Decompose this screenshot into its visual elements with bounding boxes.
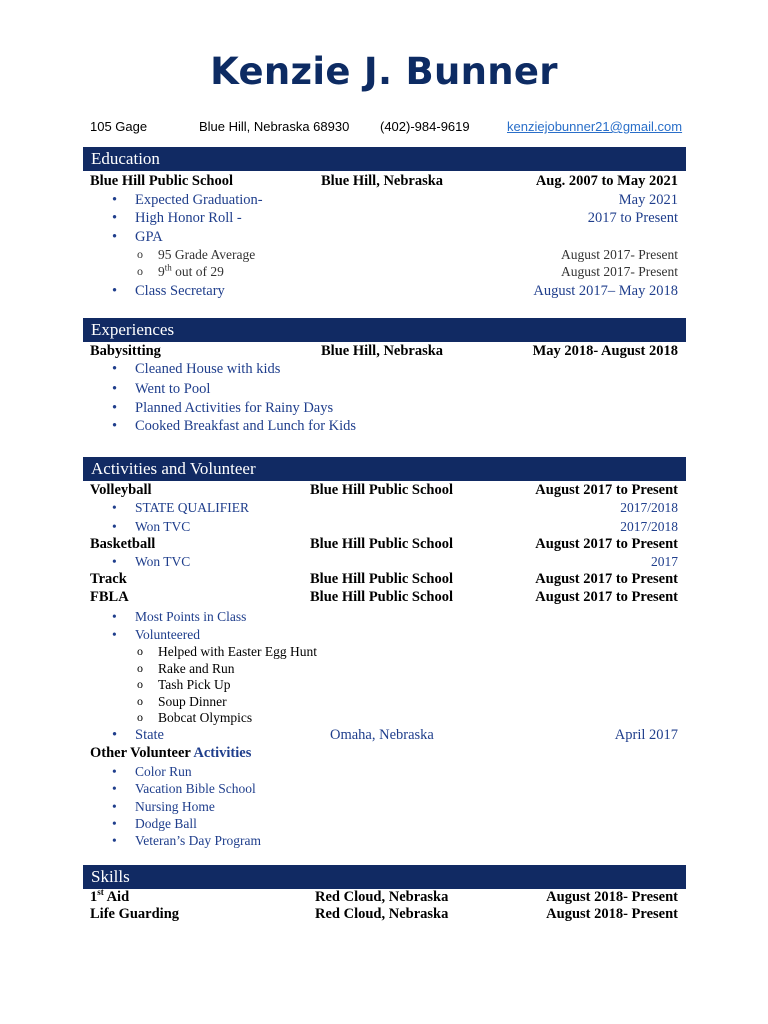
- list-item: • Expected Graduation- May 2021: [112, 192, 678, 208]
- bullet-icon: •: [112, 764, 117, 779]
- experiences-heading: Experiences: [83, 318, 686, 342]
- sub-list-item: o Rake and Run: [137, 661, 235, 676]
- skill-row: 1st Aid Red Cloud, Nebraska August 2018- Present: [90, 887, 678, 905]
- sub-list-item: o 9th out of 29 August 2017- Present: [137, 262, 678, 279]
- list-item: • Went to Pool: [112, 381, 211, 397]
- bullet-icon: •: [112, 799, 117, 814]
- bullet-icon: •: [112, 727, 118, 743]
- email-link[interactable]: kenziejobunner21@gmail.com: [507, 119, 683, 134]
- activity-row: FBLA Blue Hill Public School August 2017 to Present: [90, 589, 678, 605]
- bullet-icon: •: [112, 210, 118, 226]
- list-item: • Vacation Bible School: [112, 781, 256, 796]
- bullet-icon: •: [112, 283, 118, 299]
- bullet-icon: •: [112, 609, 117, 624]
- list-item: • Color Run: [112, 764, 192, 779]
- skills-heading: Skills: [83, 865, 686, 889]
- list-item: • Most Points in Class: [112, 609, 247, 624]
- bullet-icon: •: [112, 418, 118, 434]
- list-item: • Nursing Home: [112, 799, 215, 814]
- education-heading: Education: [83, 147, 686, 171]
- bullet-icon: •: [112, 361, 118, 377]
- bullet-icon: •: [112, 400, 118, 416]
- list-item: • Dodge Ball: [112, 816, 197, 831]
- list-item: • Cleaned House with kids: [112, 361, 281, 377]
- sub-list-item: o Soup Dinner: [137, 694, 227, 709]
- experience-row: Babysitting Blue Hill, Nebraska May 2018- August 2018: [90, 343, 678, 359]
- list-item: • High Honor Roll - 2017 to Present: [112, 210, 678, 226]
- circle-bullet-icon: o: [137, 710, 143, 724]
- sub-list-item: o 95 Grade Average August 2017- Present: [137, 247, 678, 262]
- bullet-icon: •: [112, 833, 117, 848]
- circle-bullet-icon: o: [137, 694, 143, 708]
- city: Blue Hill, Nebraska 68930: [199, 119, 350, 134]
- circle-bullet-icon: o: [137, 677, 143, 691]
- bullet-icon: •: [112, 781, 117, 796]
- list-item: • Cooked Breakfast and Lunch for Kids: [112, 418, 357, 434]
- school-location: Blue Hill, Nebraska: [321, 173, 444, 189]
- other-volunteer-heading: Other Volunteer Activities: [90, 745, 252, 761]
- circle-bullet-icon: o: [137, 264, 143, 278]
- sub-list-item: o Bobcat Olympics: [137, 710, 253, 725]
- email-link-wrap: [507, 119, 682, 134]
- bullet-icon: •: [112, 816, 117, 831]
- address: 105 Gage: [90, 119, 148, 134]
- skill-row: Life Guarding Red Cloud, Nebraska August 2018- Present: [90, 906, 678, 922]
- activity-row: Basketball Blue Hill Public School August 2017 to Present: [90, 536, 678, 552]
- circle-bullet-icon: o: [137, 247, 143, 261]
- bullet-icon: •: [112, 381, 118, 397]
- bullet-icon: •: [112, 554, 117, 569]
- sub-list-item: o Helped with Easter Egg Hunt: [137, 644, 317, 659]
- list-item: • State Omaha, Nebraska April 2017: [112, 727, 678, 743]
- activity-row: Volleyball Blue Hill Public School August 2017 to Present: [90, 482, 678, 498]
- bullet-icon: •: [112, 500, 117, 515]
- circle-bullet-icon: o: [137, 661, 143, 675]
- phone: (402)-984-9619: [380, 119, 470, 134]
- school-dates: Aug. 2007 to May 2021: [535, 173, 678, 189]
- list-item: • Planned Activities for Rainy Days: [112, 400, 334, 416]
- list-item: • GPA: [112, 229, 163, 245]
- bullet-icon: •: [112, 627, 117, 642]
- bullet-icon: •: [112, 519, 117, 534]
- list-item: • Veteran’s Day Program: [112, 833, 261, 848]
- bullet-icon: •: [112, 192, 118, 208]
- list-item: • STATE QUALIFIER 2017/2018: [112, 500, 678, 515]
- list-item: • Volunteered: [112, 627, 200, 642]
- bullet-icon: •: [112, 229, 118, 245]
- school-name: Blue Hill Public School: [90, 173, 234, 189]
- list-item: • Class Secretary August 2017– May 2018: [112, 283, 678, 299]
- education-school-row: [90, 172, 678, 191]
- list-item: • Won TVC 2017/2018: [112, 519, 678, 534]
- activity-row: Track Blue Hill Public School August 2017 to Present: [90, 571, 678, 587]
- resume-name: Kenzie J. Bunner: [210, 50, 558, 93]
- list-item: • Won TVC 2017: [112, 554, 678, 569]
- sub-list-item: o Tash Pick Up: [137, 677, 231, 692]
- activities-heading: Activities and Volunteer: [83, 457, 686, 481]
- circle-bullet-icon: o: [137, 644, 143, 658]
